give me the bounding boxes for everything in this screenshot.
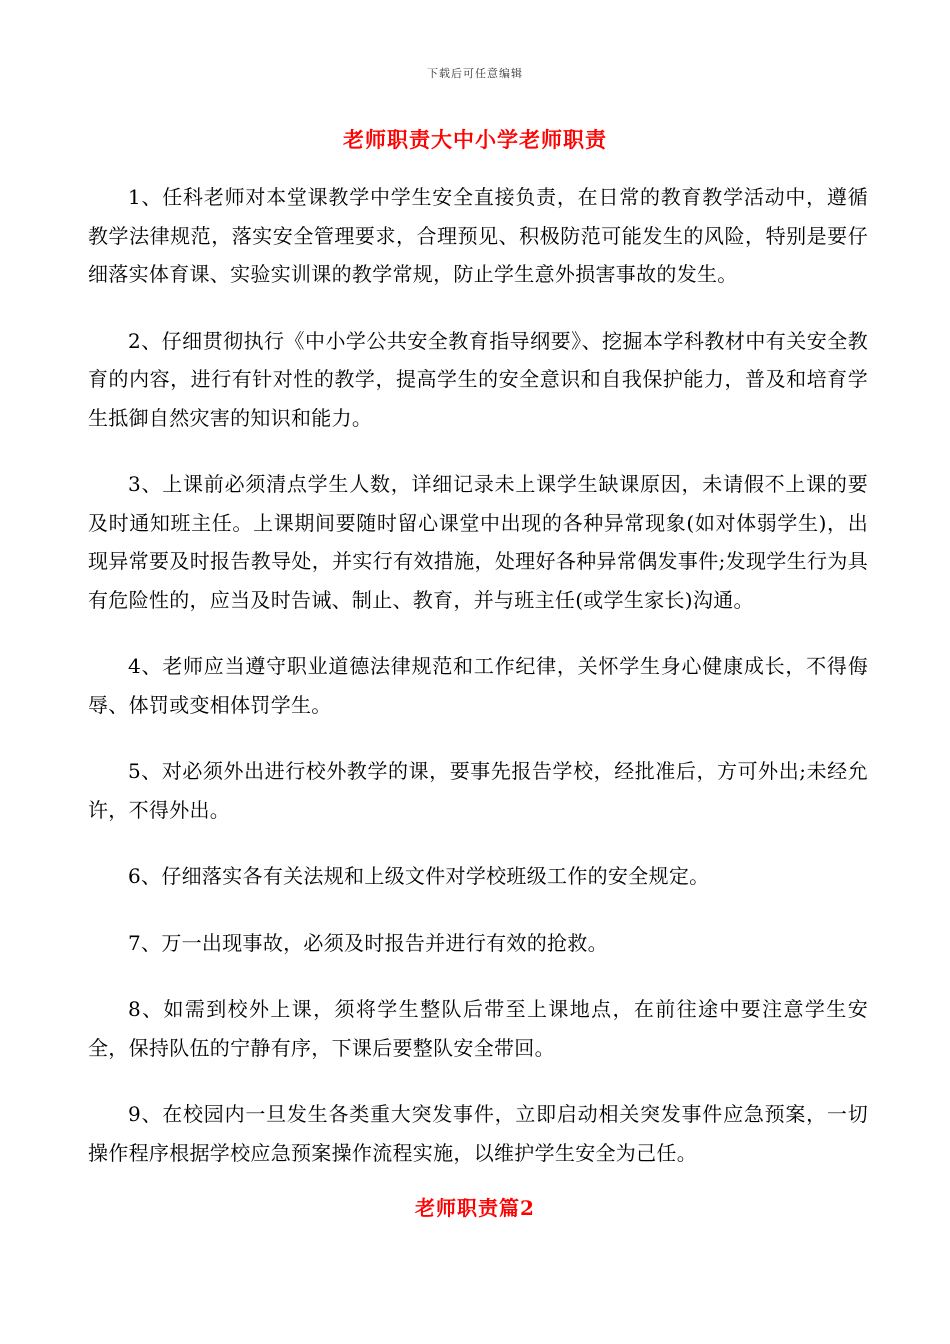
paragraph-8: 8、如需到校外上课，须将学生整队后带至上课地点，在前往途中要注意学生安全，保持队伍的宁静有序，下课后要整队安全带回。 [88, 997, 868, 1060]
paragraph-5: 5、对必须外出进行校外教学的课，要事先报告学校，经批准后，方可外出;未经允许，不得外出。 [88, 759, 868, 822]
paragraph-6: 6、仔细落实各有关法规和上级文件对学校班级工作的安全规定。 [128, 864, 710, 888]
paragraph-7: 7、万一出现事故，必须及时报告并进行有效的抢救。 [128, 930, 608, 955]
paragraph-9: 9、在校园内一旦发生各类重大突发事件，立即启动相关突发事件应急预案，一切操作程序根据学校应急预案操作流程实施，以维护学生安全为己任。 [88, 1102, 868, 1165]
paragraph-1: 1、任科老师对本堂课教学中学生安全直接负责，在日常的教育教学活动中，遵循教学法律规范，落实安全管理要求，合理预见、积极防范可能发生的风险，特别是要仔细落实体育课、实验实训课的教学常规，防止学生意外损害事故的发生。 [88, 185, 868, 286]
header-note: 下载后可任意编辑 [427, 67, 523, 80]
document-body [88, 178, 868, 1200]
document-title: 老师职责大中小学老师职责 [343, 127, 607, 152]
paragraph-3: 3、上课前必须清点学生人数，详细记录未上课学生缺课原因，未请假不上课的要及时通知班主任。上课期间要随时留心课堂中出现的各种异常现象(如对体弱学生)，出现异常要及时报告教导处，并实行有效措施，处理好各种异常偶发事件;发现学生行为具有危险性的，应当及时告诫、制止、教育，并与班主任(或学生家长)沟通。 [88, 472, 868, 612]
paragraph-2: 2、仔细贯彻执行《中小学公共安全教育指导纲要》、挖掘本学科教材中有关安全教育的内容，进行有针对性的教学，提高学生的安全意识和自我保护能力，普及和培育学生抵御自然灾害的知识和能力。 [88, 328, 868, 430]
paragraph-4: 4、老师应当遵守职业道德法律规范和工作纪律，关怀学生身心健康成长，不得侮辱、体罚或变相体罚学生。 [88, 654, 868, 717]
section-title: 老师职责篇2 [415, 1196, 535, 1220]
